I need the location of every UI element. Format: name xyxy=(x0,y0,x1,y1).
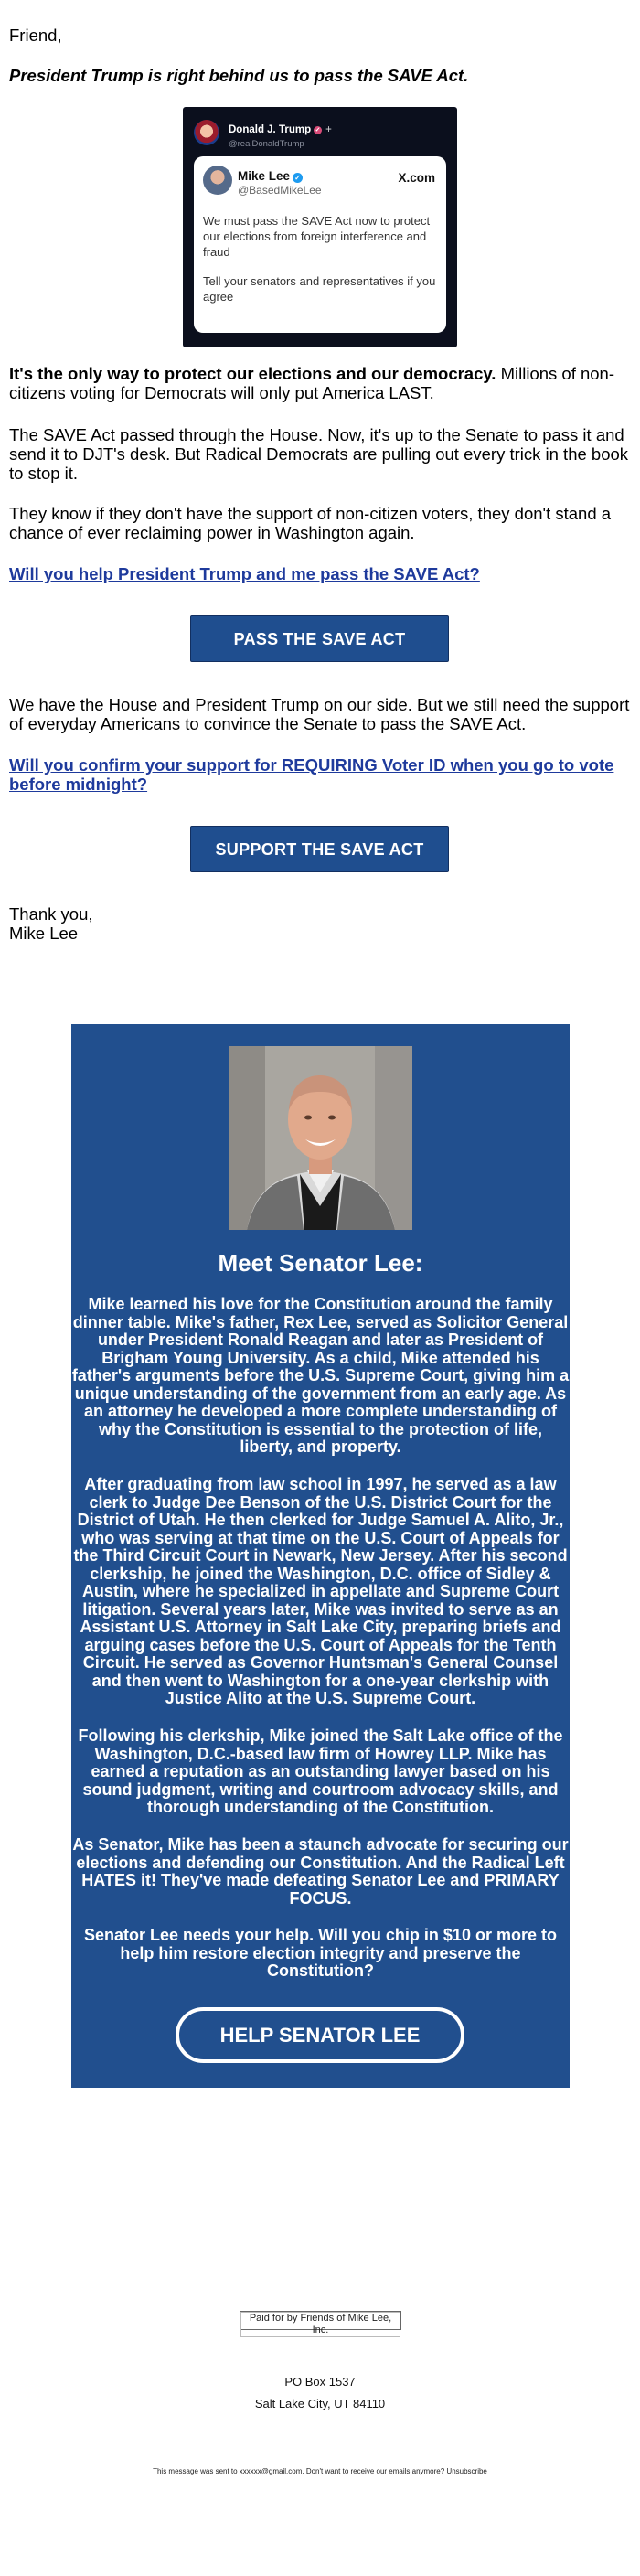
bio-paragraph: Following his clerkship, Mike joined the Salt Lake office of the Washington, D.C.-based law firm of Howrey LLP. Mike has earned a reputation as an outstanding lawyer based on his sound judgment, writing and courtroom advocacy skills, and thorough understanding of the Constitution. xyxy=(78,1726,563,1816)
post-header xyxy=(194,118,446,149)
bio-section xyxy=(71,1024,570,2088)
outer-author-name: Donald J. Trump xyxy=(229,124,312,135)
senator-photo xyxy=(229,1046,412,1230)
address-line-2: Salt Lake City, UT 84110 xyxy=(254,2397,386,2410)
x-logo-label: X.com xyxy=(398,171,435,185)
signoff xyxy=(9,904,631,943)
post-handle: @BasedMikeLee xyxy=(238,184,322,197)
bio-paragraph: As Senator, Mike has been a staunch advocate for securing our elections and defending our Constitution. And the Radical Left HATES it! They've made defeating Senator Lee and PRIMARY FOCUS. xyxy=(72,1835,569,1908)
post-paragraph: We must pass the SAVE Act now to protect our elections from foreign interference and fraud xyxy=(203,214,431,259)
paid-for-text: Paid for by Friends of Mike Lee, Inc. xyxy=(240,2312,400,2337)
pass-the-save-act-button[interactable]: PASS THE SAVE ACT xyxy=(190,615,449,662)
support-the-save-act-button[interactable]: SUPPORT THE SAVE ACT xyxy=(190,826,449,872)
post-text xyxy=(203,213,441,318)
body-paragraph xyxy=(9,364,631,402)
greeting: Friend, xyxy=(9,26,62,45)
bio-paragraph: Senator Lee needs your help. Will you chip in $10 or more to help him restore election integrity and preserve the Constitution? xyxy=(84,1926,557,1980)
portrait-illustration xyxy=(229,1046,412,1230)
bio-paragraph: After graduating from law school in 1997, he served as a law clerk to Judge Dee Benson of the U.S. District Court for the District of Utah. He then clerked for Judge Samuel A. Alito, Jr., who was serving at that time on the U.S. Court of Appeals for the Third Circuit Court in Newark, New Jersey. After his second clerkship, he joined the Washington, D.C. office of Sidley & Austin, where he specialized in appellate and Supreme Court litigation. Several years later, Mike was invited to serve as an Assistant U.S. Attorney in Salt Lake City, preparing briefs and arguing cases before the U.S. Court of Appeals for the Tenth Circuit. He served as Governor Huntsman's General Counsel and then went to Washington for a one-year clerkship with Justice Alito at the U.S. Supreme Court. xyxy=(73,1475,568,1707)
signature: Mike Lee xyxy=(9,924,79,943)
body-paragraph: They know if they don't have the support of non-citizen voters, they don't stand a chance of ever reclaiming power in Washington again. xyxy=(9,504,612,542)
cta-link-voter-id xyxy=(9,755,631,794)
signoff-text: Thank you, xyxy=(9,904,93,924)
help-senator-lee-button[interactable]: HELP SENATOR LEE xyxy=(176,2007,464,2063)
body-paragraph: We have the House and President Trump on our side. But we still need the support of everyday Americans to convince the Senate to pass the SAVE Act. xyxy=(9,695,630,733)
body-paragraph-bold: It's the only way to protect our elections and our democracy. xyxy=(9,364,496,383)
unsubscribe-notice[interactable]: This message was sent to xxxxxx@gmail.com. Don't want to receive our emails anymore? Unsubscribe xyxy=(153,2467,487,2475)
body-paragraph: The SAVE Act passed through the House. Now, it's up to the Senate to pass it and send it to DJT's desk. But Radical Democrats are pulling out every trick in the book to stop it. xyxy=(9,425,629,483)
address-line-1: PO Box 1537 xyxy=(284,2375,356,2389)
cta-link-pass xyxy=(9,564,631,583)
bio-title: Meet Senator Lee: xyxy=(218,1249,423,1277)
embedded-post-image[interactable] xyxy=(183,107,457,347)
quoted-post xyxy=(194,156,446,333)
trump-avatar xyxy=(194,120,219,145)
headline: President Trump is right behind us to pass the SAVE Act. xyxy=(9,66,469,85)
confirm-support-link[interactable]: Will you confirm your support for REQUIRING Voter ID when you go to vote before midnight? xyxy=(9,755,614,794)
post-author-name: Mike Lee xyxy=(238,169,291,183)
badge-icon: ✓ xyxy=(315,127,321,134)
post-paragraph: Tell your senators and representatives if you agree xyxy=(203,274,436,304)
mike-lee-avatar xyxy=(203,166,232,195)
plus-icon: + xyxy=(325,124,332,135)
paid-for-disclaimer xyxy=(240,2311,401,2336)
bio-paragraph: Mike learned his love for the Constitution around the family dinner table. Mike's father, Rex Lee, served as Solicitor General under President Ronald Reagan and later as President of Brigham Young University. As a child, Mike attended his father's arguments before the U.S. Supreme Court, giving him a unique understanding of the government from an early age. As an attorney he developed a more complete understanding of why the Constitution is essential to the protection of life, liberty, and property. xyxy=(71,1295,570,1456)
verified-icon: ✓ xyxy=(293,173,303,183)
help-pass-link[interactable]: Will you help President Trump and me pass the SAVE Act? xyxy=(9,564,480,583)
outer-handle: @realDonaldTrump xyxy=(229,139,304,149)
body-paragraph-text: Millions of non-citizens voting for Democrats will only put America LAST. xyxy=(9,364,615,402)
